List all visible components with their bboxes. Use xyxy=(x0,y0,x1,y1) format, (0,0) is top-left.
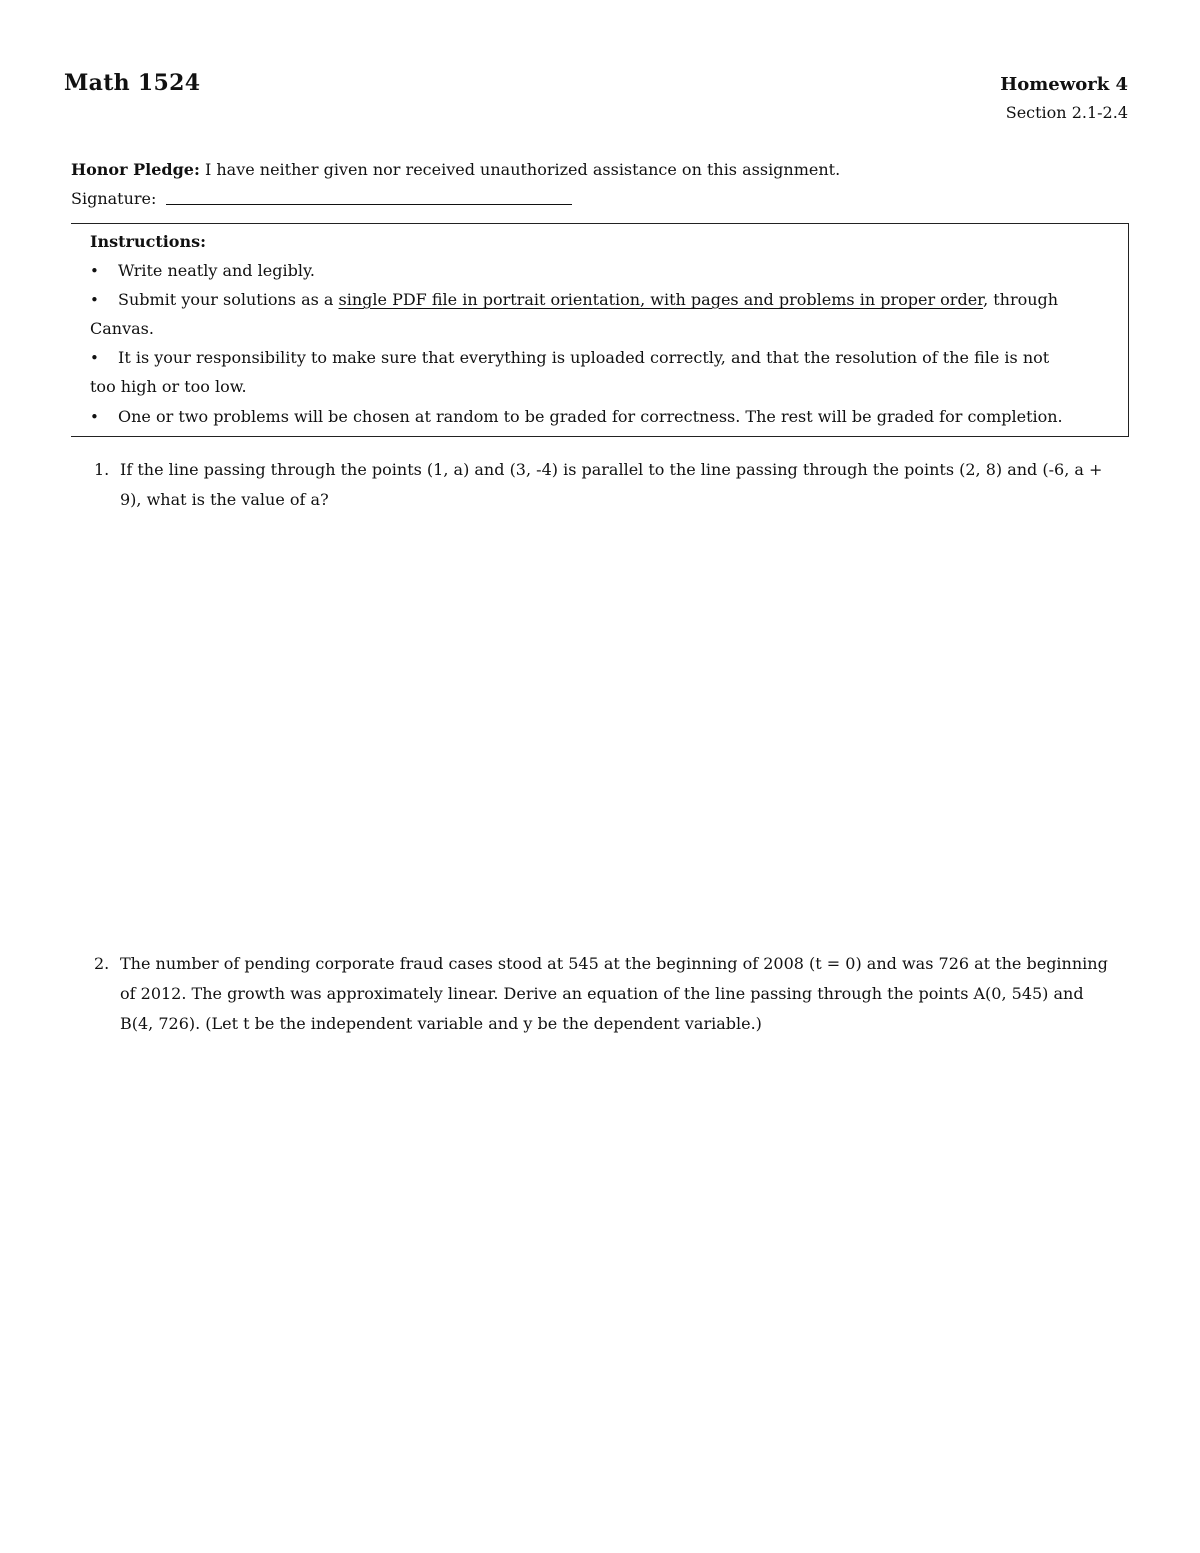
instruction-text: It is your responsibility to make sure that everything is uploaded correctly, and that the resolution of the file is not xyxy=(118,348,1050,367)
section-range: Section 2.1-2.4 xyxy=(1005,103,1128,122)
instruction-text: Submit your solutions as a xyxy=(118,290,339,309)
instruction-item xyxy=(90,261,315,280)
bullet-icon: • xyxy=(90,262,99,280)
instructions-box xyxy=(71,223,1129,437)
instruction-continuation: too high or too low. xyxy=(90,377,247,396)
instruction-continuation: Canvas. xyxy=(90,319,154,338)
instruction-item xyxy=(90,348,1049,367)
homework-title: Homework 4 xyxy=(1000,74,1128,95)
bullet-icon: • xyxy=(90,349,99,367)
problem-number: 2. xyxy=(94,954,110,973)
instructions-heading: Instructions: xyxy=(90,232,207,251)
instruction-text: Write neatly and legibly. xyxy=(118,261,315,280)
honor-pledge xyxy=(71,160,840,179)
course-title: Math 1524 xyxy=(64,70,201,96)
honor-pledge-text: I have neither given nor received unauthorized assistance on this assignment. xyxy=(204,160,841,179)
instruction-text: , through xyxy=(983,290,1059,309)
instruction-item xyxy=(90,290,1058,309)
instruction-text: One or two problems will be chosen at random to be graded for correctness. The rest will be graded for completion. xyxy=(118,407,1063,426)
instruction-emphasis: single PDF file in portrait orientation, with pages and problems in proper order xyxy=(338,290,984,309)
bullet-icon: • xyxy=(90,408,99,426)
instruction-item xyxy=(90,407,1063,426)
bullet-icon: • xyxy=(90,291,99,309)
signature-line xyxy=(166,204,572,205)
problem-number: 1. xyxy=(94,460,110,479)
problem-text: The number of pending corporate fraud cases stood at 545 at the beginning of 2008 (t = 0) and was 726 at the beginning of 2012. The growth was approximately linear. Derive an equation of the line passing through the points A(0, 545) and B(4, 726). (Let t be the independent variable and y be the dependent variable.) xyxy=(120,954,1108,1033)
signature-label: Signature: xyxy=(71,189,157,208)
problem-text: If the line passing through the points (1, a) and (3, -4) is parallel to the line passing through the points (2, 8) and (-6, a + 9), what is the value of a? xyxy=(120,460,1103,509)
honor-pledge-label: Honor Pledge: xyxy=(71,160,200,179)
